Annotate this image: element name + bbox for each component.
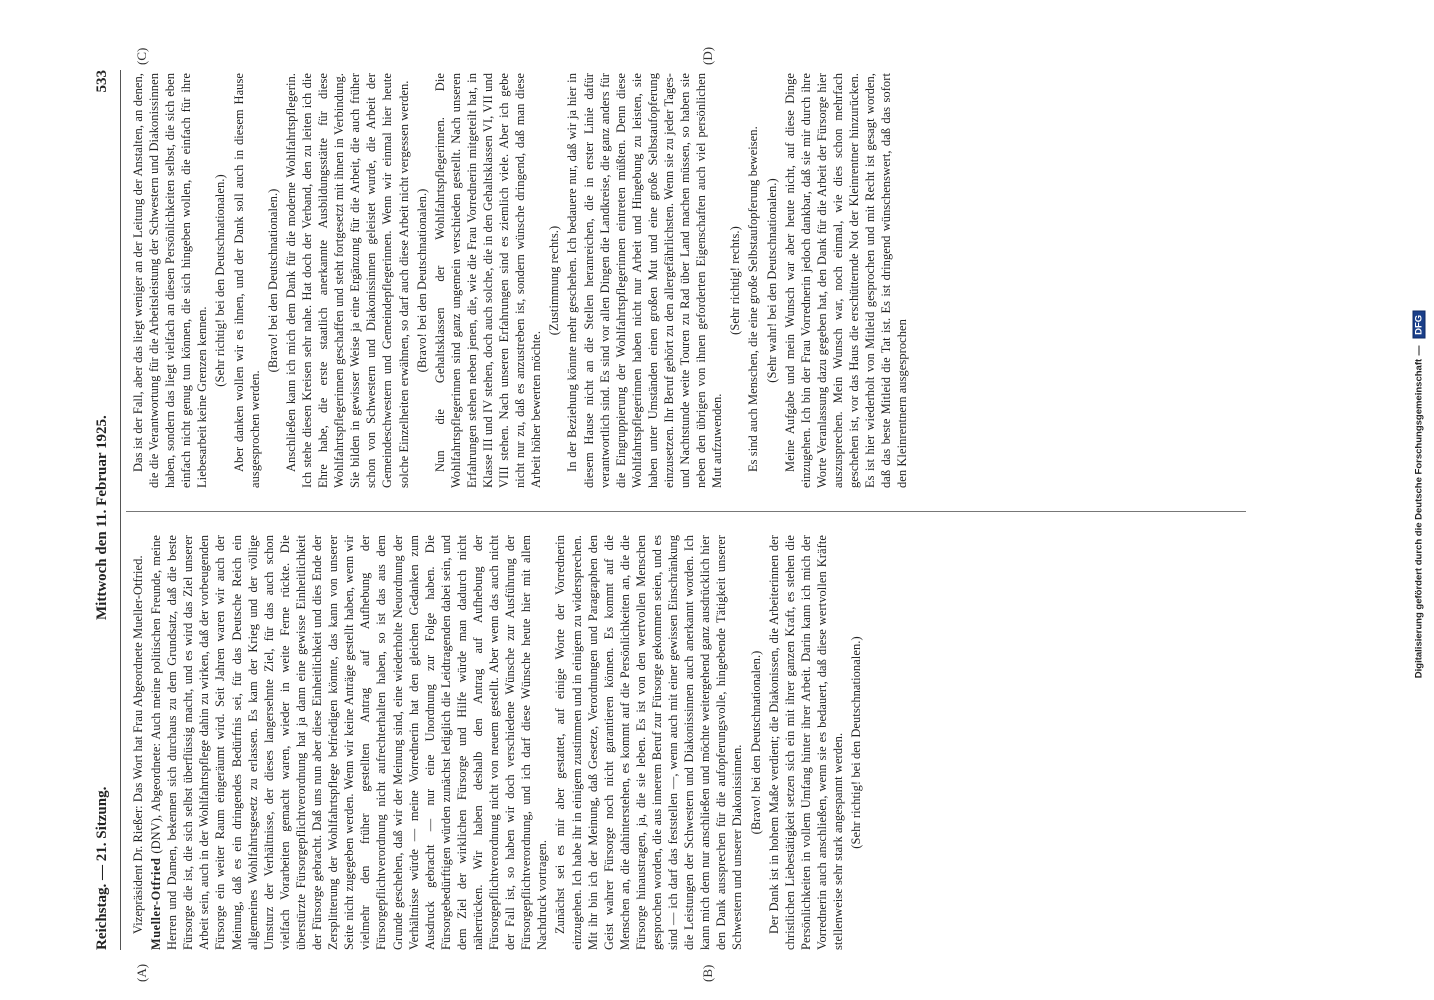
right-column [130,73,912,488]
margin-mark-a: (A) [134,963,149,982]
interjection: (Zustimmung rechts.) [547,225,562,336]
body-paragraph: Nun die Gehaltsklassen der Wohlfahrtspflegerinnen. Die Wohlfahrtspflegerinnen sind ganz ungemein verschieden gestellt. Nach unseren Erfahrungen stehen neben jenen, die, wie die Frau Vorrednerin mitgeteilt hat, in Klasse III und IV stehen, doch auch solche, die in den Gehaltsklassen VI, VII und VIII stehen. Nach unseren Erfahrungen sind es ziemlich viele. Aber ich gebe nicht nur zu, daß es anzustreben ist, sondern wünsche dringend, daß man diese Arbeit höher bewerten möchte. [432,73,544,488]
interjection: (Sehr richtig! bei den Deutschnationalen.) [213,174,228,387]
digitization-note [1414,8,1428,988]
speech-paragraph [148,535,550,950]
body-paragraph: Das ist der Fall, aber das liegt weniger an der Leitung der Anstalten, an denen, die die Verantwortung für die Arbeitsleistung der Schwestern und Diakonissinnen haben, sondern das liegt vielfach an diesen Persönlichkeiten selbst, die sich eben einfach nicht genug tun können, die sich hingeben wollen, die einfach für ihre Liebesarbeit keine Grenzen kennen. [131,73,210,488]
interjection: (Bravo! bei den Deutschnationalen.) [414,188,429,373]
margin-mark-c: (C) [134,47,149,65]
digitization-text: Digitalisierung gefördert durch die Deutsche Forschungsgemeinschaft [1413,358,1425,679]
margin-mark-b: (B) [700,964,715,982]
body-paragraph: In der Beziehung könnte mehr geschehen. Ich bedauere nur, daß wir ja hier in diesem Hause nicht an die Stellen heranreichen, die in erster Linie dafür verantwortlich sind. Es sind vor allen Dingen die Landkreise, die ganz anders für die Eingruppierung der Wohlfahrtspflegerinnen eintreten müßten. Denn diese Wohlfahrtspflegerinnen haben nicht nur Arbeit und Hingebung zu leisten, sie haben unter Umständen einen großen Mut und eine große Selbstaufopferung einzusetzen. Ihr Beruf gehört zu den allergefährlichsten. Wenn sie zu jeder Tages- und Nachtstunde weite Touren zu Rad über Land machen müssen, so haben sie neben den übrigen von ihnen geforderten Eigenschaften auch viel persönlichen Mut aufzuwenden. [565,73,725,488]
header-date: Mittwoch den 11. Februar 1925. [94,415,110,620]
body-paragraph: Aber danken wollen wir es ihnen, und der Dank soll auch in diesem Hause ausgesprochen werden. [231,73,262,488]
page-number: 533 [94,70,110,93]
left-column [130,535,866,950]
margin-mark-d: (D) [700,46,715,65]
speaker-name: Mueller-Otfried [149,857,164,950]
interjection: (Sehr wahr! bei den Deutschnationalen.) [764,178,779,383]
separator-dash [1418,346,1419,356]
dfg-logo: DFG [1413,311,1426,339]
body-paragraph: Meine Aufgabe und mein Wunsch war aber heute nicht, auf diese Dinge einzugehen. Ich bin der Frau Vorrednerin jedoch dankbar, daß sie mir durch ihre Worte Veranlassung dazu gegeben hat, den Dank für die Arbeit der Fürsorge hier auszusprechen. Mein Wunsch war, noch einmal, wie dies schon mehrfach geschehen ist, vor das Haus die erschütternde Not der Kleinrentner hinzurücken. Es ist hier wiederholt von Mitleid gesprochen und mit Recht ist gesagt worden, daß das beste Mitleid die Tat ist. Es ist dringend wünschenswert, daß das sofort den Kleinrentnern ausgesprochen [782,73,910,488]
body-paragraph: Der Dank ist in hohem Maße verdient; die Diakonissen, die Arbeiterinnen der christlichen Liebestätigkeit setzen sich ein mit ihrer ganzen Kraft, es stehen die Persönlichkeiten in vollem Umfang hinter ihrer Arbeit. Darin kann ich mich der Vorrednerin auch anschließen, wenn sie es bedauert, daß diese wertvollen Kräfte stellenweise sehr stark angespannt werden. [766,535,846,950]
interjection: (Bravo! bei den Deutschnationalen.) [265,188,280,373]
header-left: Reichstag. — 21. Sitzung. [94,786,110,950]
running-header [90,70,118,950]
body-paragraph: Anschließen kann ich mich dem Dank für die moderne Wohlfahrtspflegerin. Ich stehe diesen Kreisen sehr nahe. Hat doch der Verband, den zu leiten ich die Ehre habe, die erste staatlich anerkannte Ausbildungsstätte für diese Wohlfahrtspflegerinnen geschaffen und steht fortgesetzt mit ihnen in Verbindung. Sie bilden in gewisser Weise ja eine Ergänzung für die Arbeit, die auch früher schon von Schwestern und Diakonissinnen geleistet wurde, die Arbeit der Gemeindeschwestern und Gemeindepflegerinnen. Wenn wir einmal hier heute solche Einzelheiten erwähnen, so darf auch diese Arbeit nicht vergessen werden. [283,73,411,488]
rotated-page [90,46,1270,982]
header-rule [120,70,121,950]
interjection: (Sehr richtig! bei den Deutschnationalen.) [849,636,864,849]
body-paragraph: Es sind auch Menschen, die eine große Selbstaufopferung beweisen. [746,126,761,472]
body-paragraph: Vizepräsident Dr. Rießer: Das Wort hat Frau Abgeordnete Mueller-Otfried. [131,555,145,934]
speech-text: (DNV), Abgeordnete: Auch meine politischen Freunde, meine Herren und Damen, bekennen sich durchaus zu dem Grundsatz, daß die beste Fürsorge die ist, die sich selbst überflüssig macht, und es wird das Ziel unserer Arbeit sein, auch in der Wohlfahrtspflege dahin zu wirken, daß der vorbeugenden Fürsorge ein weiter Raum eingeräumt wird. Seit Jahren waren wir auch der Meinung, daß es ein dringendes Bedürfnis sei, für das Deutsche Reich ein allgemeines Wohlfahrtsgesetz zu erlassen. Es kam der Krieg und der völlige Umsturz der Verhältnisse, der dieses langersehnte Ziel, für das auch schon vielfach Vorarbeiten gemacht waren, wieder in weite Ferne rückte. Die überstürzte Fürsorgepflichtverordnung hat ja dann eine gewisse Einheitlichkeit der Fürsorge gebracht. Daß uns nun aber diese Einheitlichkeit und dies Ende der Zersplitterung der Wohlfahrtspflege befriedigen könnte, das kann von unserer Seite nicht zugegeben werden. Wenn wir keine Anträge gestellt haben, wenn wir vielmehr den früher gestellten Antrag auf Aufhebung der Fürsorgepflichtverordnung nicht aufrechterhalten haben, so ist das aus dem Grunde geschehen, daß wir der Meinung sind, eine wiederholte Neuordnung der Verhältnisse würde — meine Vorrednerin hat den gleichen Gedanken zum Ausdruck gebracht — nur eine Unordnung zur Folge haben. Die Fürsorgebedürftigen würden zunächst lediglich die Leidtragenden dabei sein, und dem Ziel der wirklichen Fürsorge und Hilfe würde man dadurch nicht näherrücken. Wir haben deshalb den Antrag auf Aufhebung der Fürsorgepflichtverordnung nicht von neuem gestellt. Aber wenn das auch nicht der Fall ist, so haben wir doch verschiedene Wünsche zur Ausführung der Fürsorgepflichtverordnung, und ich darf diese Wünsche heute hier mit allem Nachdruck vortragen. [149,535,550,950]
interjection: (Sehr richtig! rechts.) [728,226,743,335]
interjection: (Bravo! bei den Deutschnationalen.) [748,650,763,835]
body-paragraph: Zunächst sei es mir aber gestattet, auf einige Worte der Vorrednerin einzugehen. Ich habe ihr in einigem zustimmen und in einigem zu widersprechen. Mit ihr bin ich der Meinung, daß Gesetze, Verordnungen und Paragraphen den Geist wahrer Fürsorge noch nicht garantieren können. Es kommt auf die Menschen an, die dahinterstehen, es kommt auf die Persönlichkeiten an, die die Fürsorge hinaustragen, ja, die sie leben. Es ist von den wertvollen Menschen gesprochen worden, die aus innerem Beruf zur Fürsorge gekommen seien, und es sind — ich darf das feststellen —, wenn auch mit einer gewissen Einschränkung die Leistungen der Schwestern und Diakonissinnen auch anerkannt worden. Ich kann mich dem nur anschließen und möchte weitergehend ganz ausdrücklich hier den Dank aussprechen für die aufopferungsvolle, hingebende Tätigkeit unserer Schwestern und unserer Diakonissinnen. [553,535,745,950]
column-divider [126,511,1246,512]
